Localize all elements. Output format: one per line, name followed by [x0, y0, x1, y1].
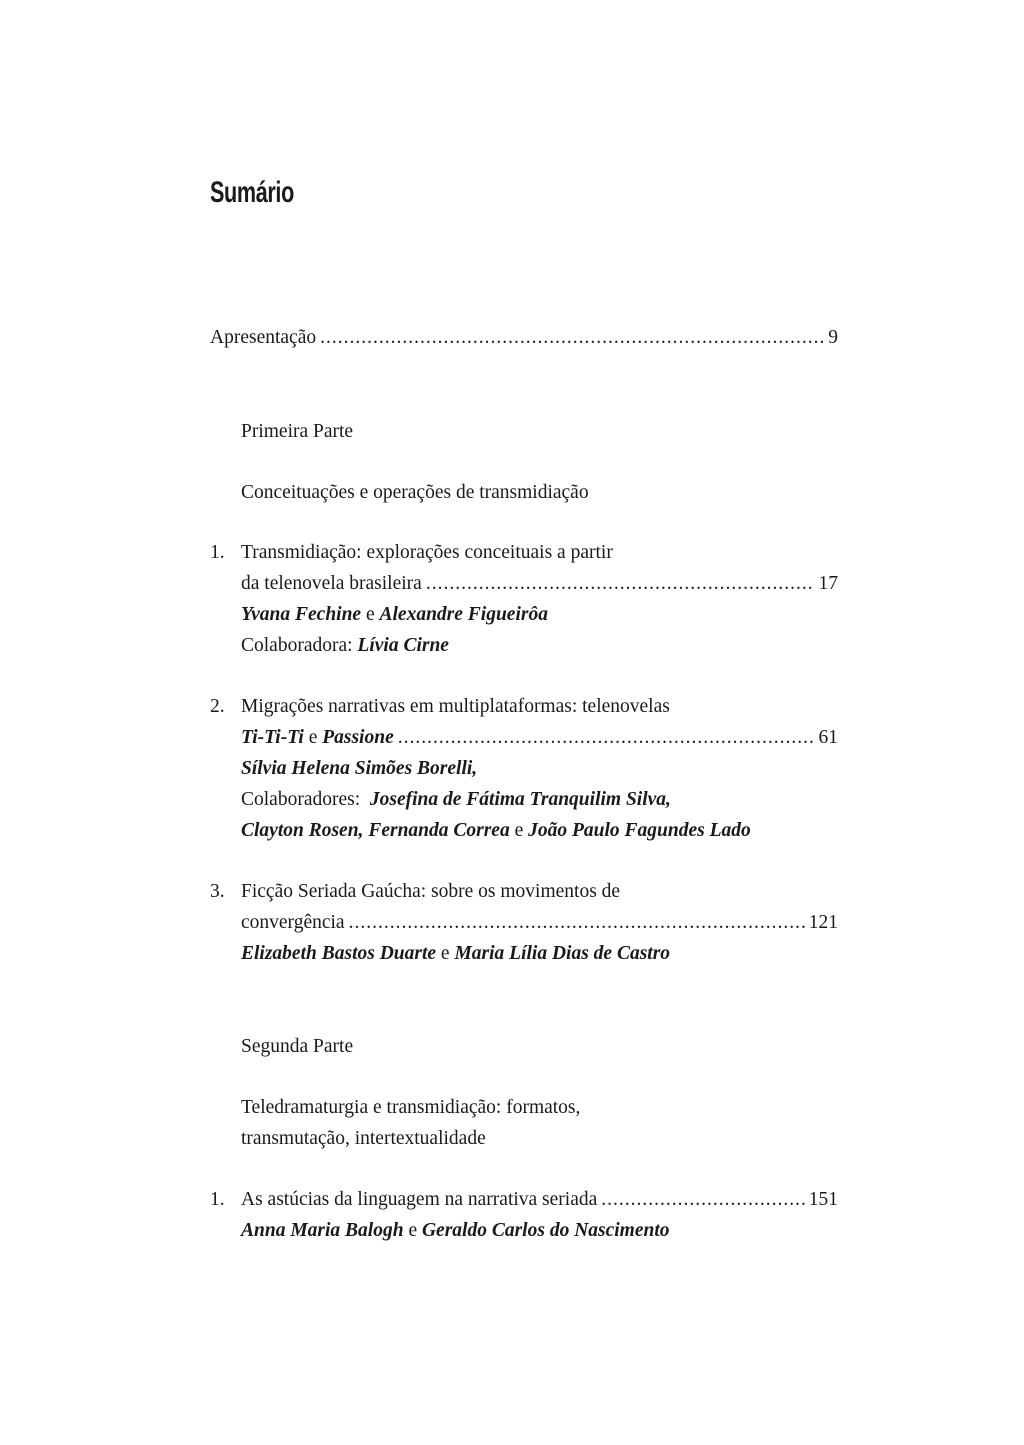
toc-item-collaborators [241, 790, 671, 810]
toc-entry-apresentacao[interactable] [210, 328, 838, 348]
collaborator-name: Clayton Rosen, [241, 820, 364, 841]
collaborator-name: Fernanda Correa [368, 820, 510, 841]
toc-entry-page: 9 [828, 327, 838, 348]
toc-entry-page: 121 [808, 912, 838, 933]
toc-item-authors [241, 759, 477, 779]
conjunction: e [365, 604, 375, 625]
toc-entry-page: 61 [818, 727, 838, 748]
toc-entry-page: 151 [808, 1189, 838, 1210]
collaborator-name: João Paulo Fagundes Lado [528, 820, 751, 841]
dot-leader [349, 913, 805, 933]
part-subtitle-cont: transmutação, intertextualidade [241, 1128, 486, 1149]
part-label: Segunda Parte [241, 1036, 354, 1057]
dot-leader [320, 328, 824, 348]
toc-item-title[interactable]: Ficção Seriada Gaúcha: sobre os movimentos de [241, 881, 621, 902]
toc-entry-1-1[interactable] [241, 574, 838, 594]
dot-leader [426, 574, 815, 594]
toc-item-number: 3. [210, 881, 225, 902]
toc-item-title-cont: convergência [241, 912, 345, 933]
author-name: Maria Lília Dias de Castro [454, 943, 671, 964]
author-name: Geraldo Carlos do Nascimento [421, 1220, 670, 1241]
conjunction: e [408, 1220, 418, 1241]
toc-item-number: 2. [210, 696, 225, 717]
toc-item-title[interactable]: Transmidiação: explorações conceituais a partir [241, 542, 613, 563]
toc-item-title: As astúcias da linguagem na narrativa seriada [241, 1189, 598, 1210]
page-title: Sumário [210, 176, 294, 209]
conjunction: e [514, 820, 524, 841]
part-subtitle: Conceituações e operações de transmidiação [241, 482, 589, 503]
part-subtitle: Teledramaturgia e transmidiação: formatos, [241, 1097, 581, 1118]
toc-item-title-cont: da telenovela brasileira [241, 573, 422, 594]
collaborator-name: Josefina de Fátima Tranquilim Silva, [369, 789, 671, 810]
toc-item-authors [241, 1221, 670, 1241]
toc-item-title-cont [241, 728, 394, 748]
toc-entry-label: Apresentação [210, 327, 317, 348]
author-name: Sílvia Helena Simões Borelli, [241, 758, 478, 779]
author-name: Anna Maria Balogh [241, 1220, 404, 1241]
work-title: Ti-Ti-Ti [241, 727, 304, 748]
author-name: Yvana Fechine [241, 604, 362, 625]
conjunction: e [308, 727, 318, 748]
toc-item-number: 1. [210, 1189, 225, 1210]
collaborator-label: Colaboradora: [241, 635, 353, 656]
dot-leader [398, 728, 815, 748]
author-name: Elizabeth Bastos Duarte [241, 943, 437, 964]
toc-item-title[interactable]: Migrações narrativas em multiplataformas: telenovelas [241, 696, 670, 717]
collaborator-label: Colaboradores: [241, 789, 361, 810]
author-name: Alexandre Figueirôa [379, 604, 548, 625]
toc-entry-2-1[interactable] [241, 1190, 838, 1210]
toc-entry-1-3[interactable] [241, 913, 838, 933]
toc-item-authors [241, 605, 548, 625]
dot-leader [601, 1190, 804, 1210]
toc-item-number: 1. [210, 542, 225, 563]
collaborator-name: Lívia Cirne [357, 635, 449, 656]
work-title: Passione [322, 727, 394, 748]
toc-item-collaborators-cont [241, 821, 751, 841]
part-label: Primeira Parte [241, 421, 354, 442]
toc-item-authors [241, 944, 670, 964]
conjunction: e [440, 943, 450, 964]
toc-entry-1-2[interactable] [241, 728, 838, 748]
toc-entry-page: 17 [818, 573, 838, 594]
toc-item-collaborators [241, 636, 449, 656]
